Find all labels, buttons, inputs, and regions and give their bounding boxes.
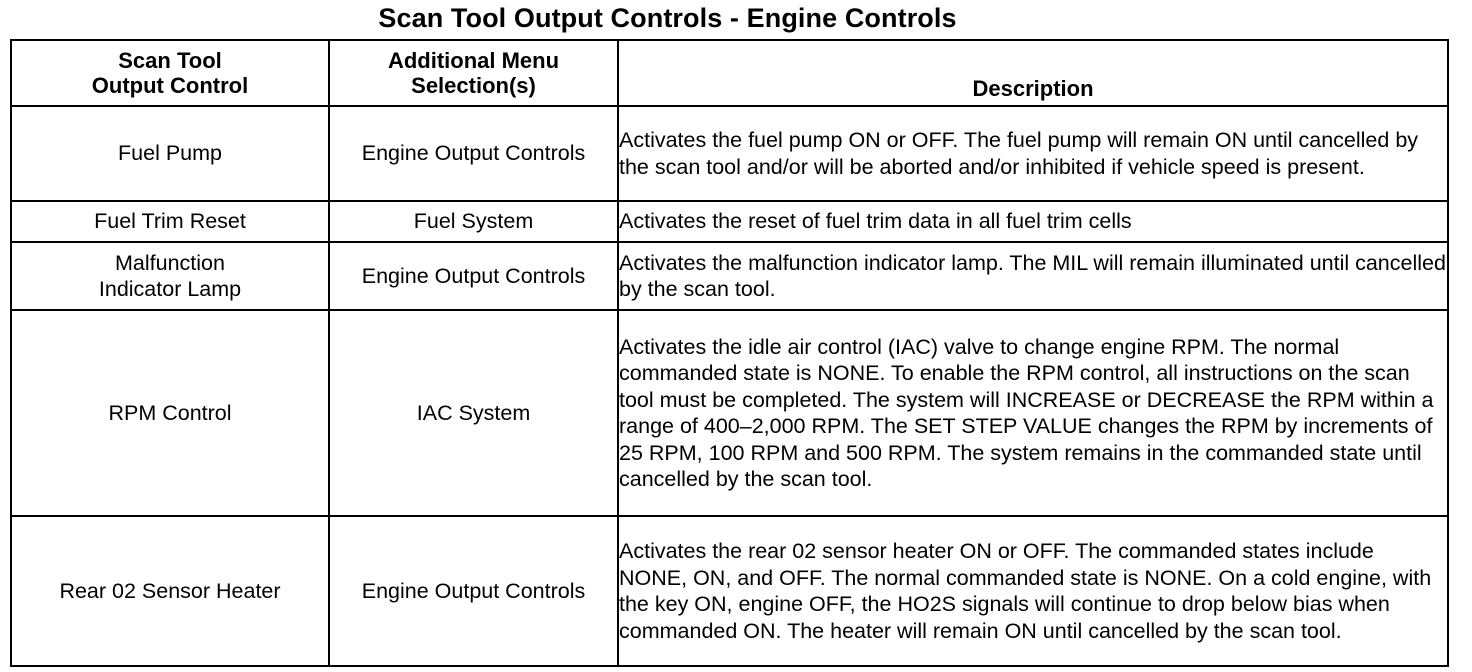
- cell-description: Activates the reset of fuel trim data in all fuel trim cells: [618, 201, 1448, 242]
- cell-description: Activates the malfunction indicator lamp. The MIL will remain illuminated until cancelled by the scan tool.: [618, 242, 1448, 310]
- cell-description: Activates the fuel pump ON or OFF. The fuel pump will remain ON until cancelled by the scan tool and/or will be aborted and/or inhibited if vehicle speed is present.: [618, 106, 1448, 201]
- cell-output-control: RPM Control: [11, 310, 329, 516]
- table-row: [11, 242, 1448, 310]
- header-output-control: Scan Tool Output Control: [11, 40, 329, 106]
- cell-menu-selection: Fuel System: [329, 201, 618, 242]
- cell-output-control: Fuel Trim Reset: [11, 201, 329, 242]
- table-row: [11, 310, 1448, 516]
- page-title: Scan Tool Output Controls - Engine Controls: [378, 3, 957, 33]
- table-row: [11, 516, 1448, 666]
- table-header-row: [11, 40, 1448, 106]
- cell-menu-selection: IAC System: [329, 310, 618, 516]
- table-row: [11, 106, 1448, 201]
- table-row: [11, 201, 1448, 242]
- cell-output-control: Malfunction Indicator Lamp: [11, 242, 329, 310]
- header-description: Description: [618, 40, 1448, 106]
- cell-description: Activates the idle air control (IAC) valve to change engine RPM. The normal commanded state is NONE. To enable the RPM control, all instructions on the scan tool must be completed. The system will INCREASE or DECREASE the RPM within a range of 400–2,000 RPM. The SET STEP VALUE changes the RPM by increments of 25 RPM, 100 RPM and 500 RPM. The system remains in the commanded state until cancelled by the scan tool.: [618, 310, 1448, 516]
- header-menu-selection: Additional Menu Selection(s): [329, 40, 618, 106]
- cell-output-control: Fuel Pump: [11, 106, 329, 201]
- cell-description: Activates the rear 02 sensor heater ON or OFF. The commanded states include NONE, ON, and OFF. The normal commanded state is NONE. On a cold engine, with the key ON, engine OFF, the HO2S signals will continue to drop below bias when commanded ON. The heater will remain ON until cancelled by the scan tool.: [618, 516, 1448, 666]
- cell-menu-selection: Engine Output Controls: [329, 106, 618, 201]
- cell-output-control: Rear 02 Sensor Heater: [11, 516, 329, 666]
- output-controls-table: [10, 39, 1449, 667]
- cell-menu-selection: Engine Output Controls: [329, 242, 618, 310]
- cell-menu-selection: Engine Output Controls: [329, 516, 618, 666]
